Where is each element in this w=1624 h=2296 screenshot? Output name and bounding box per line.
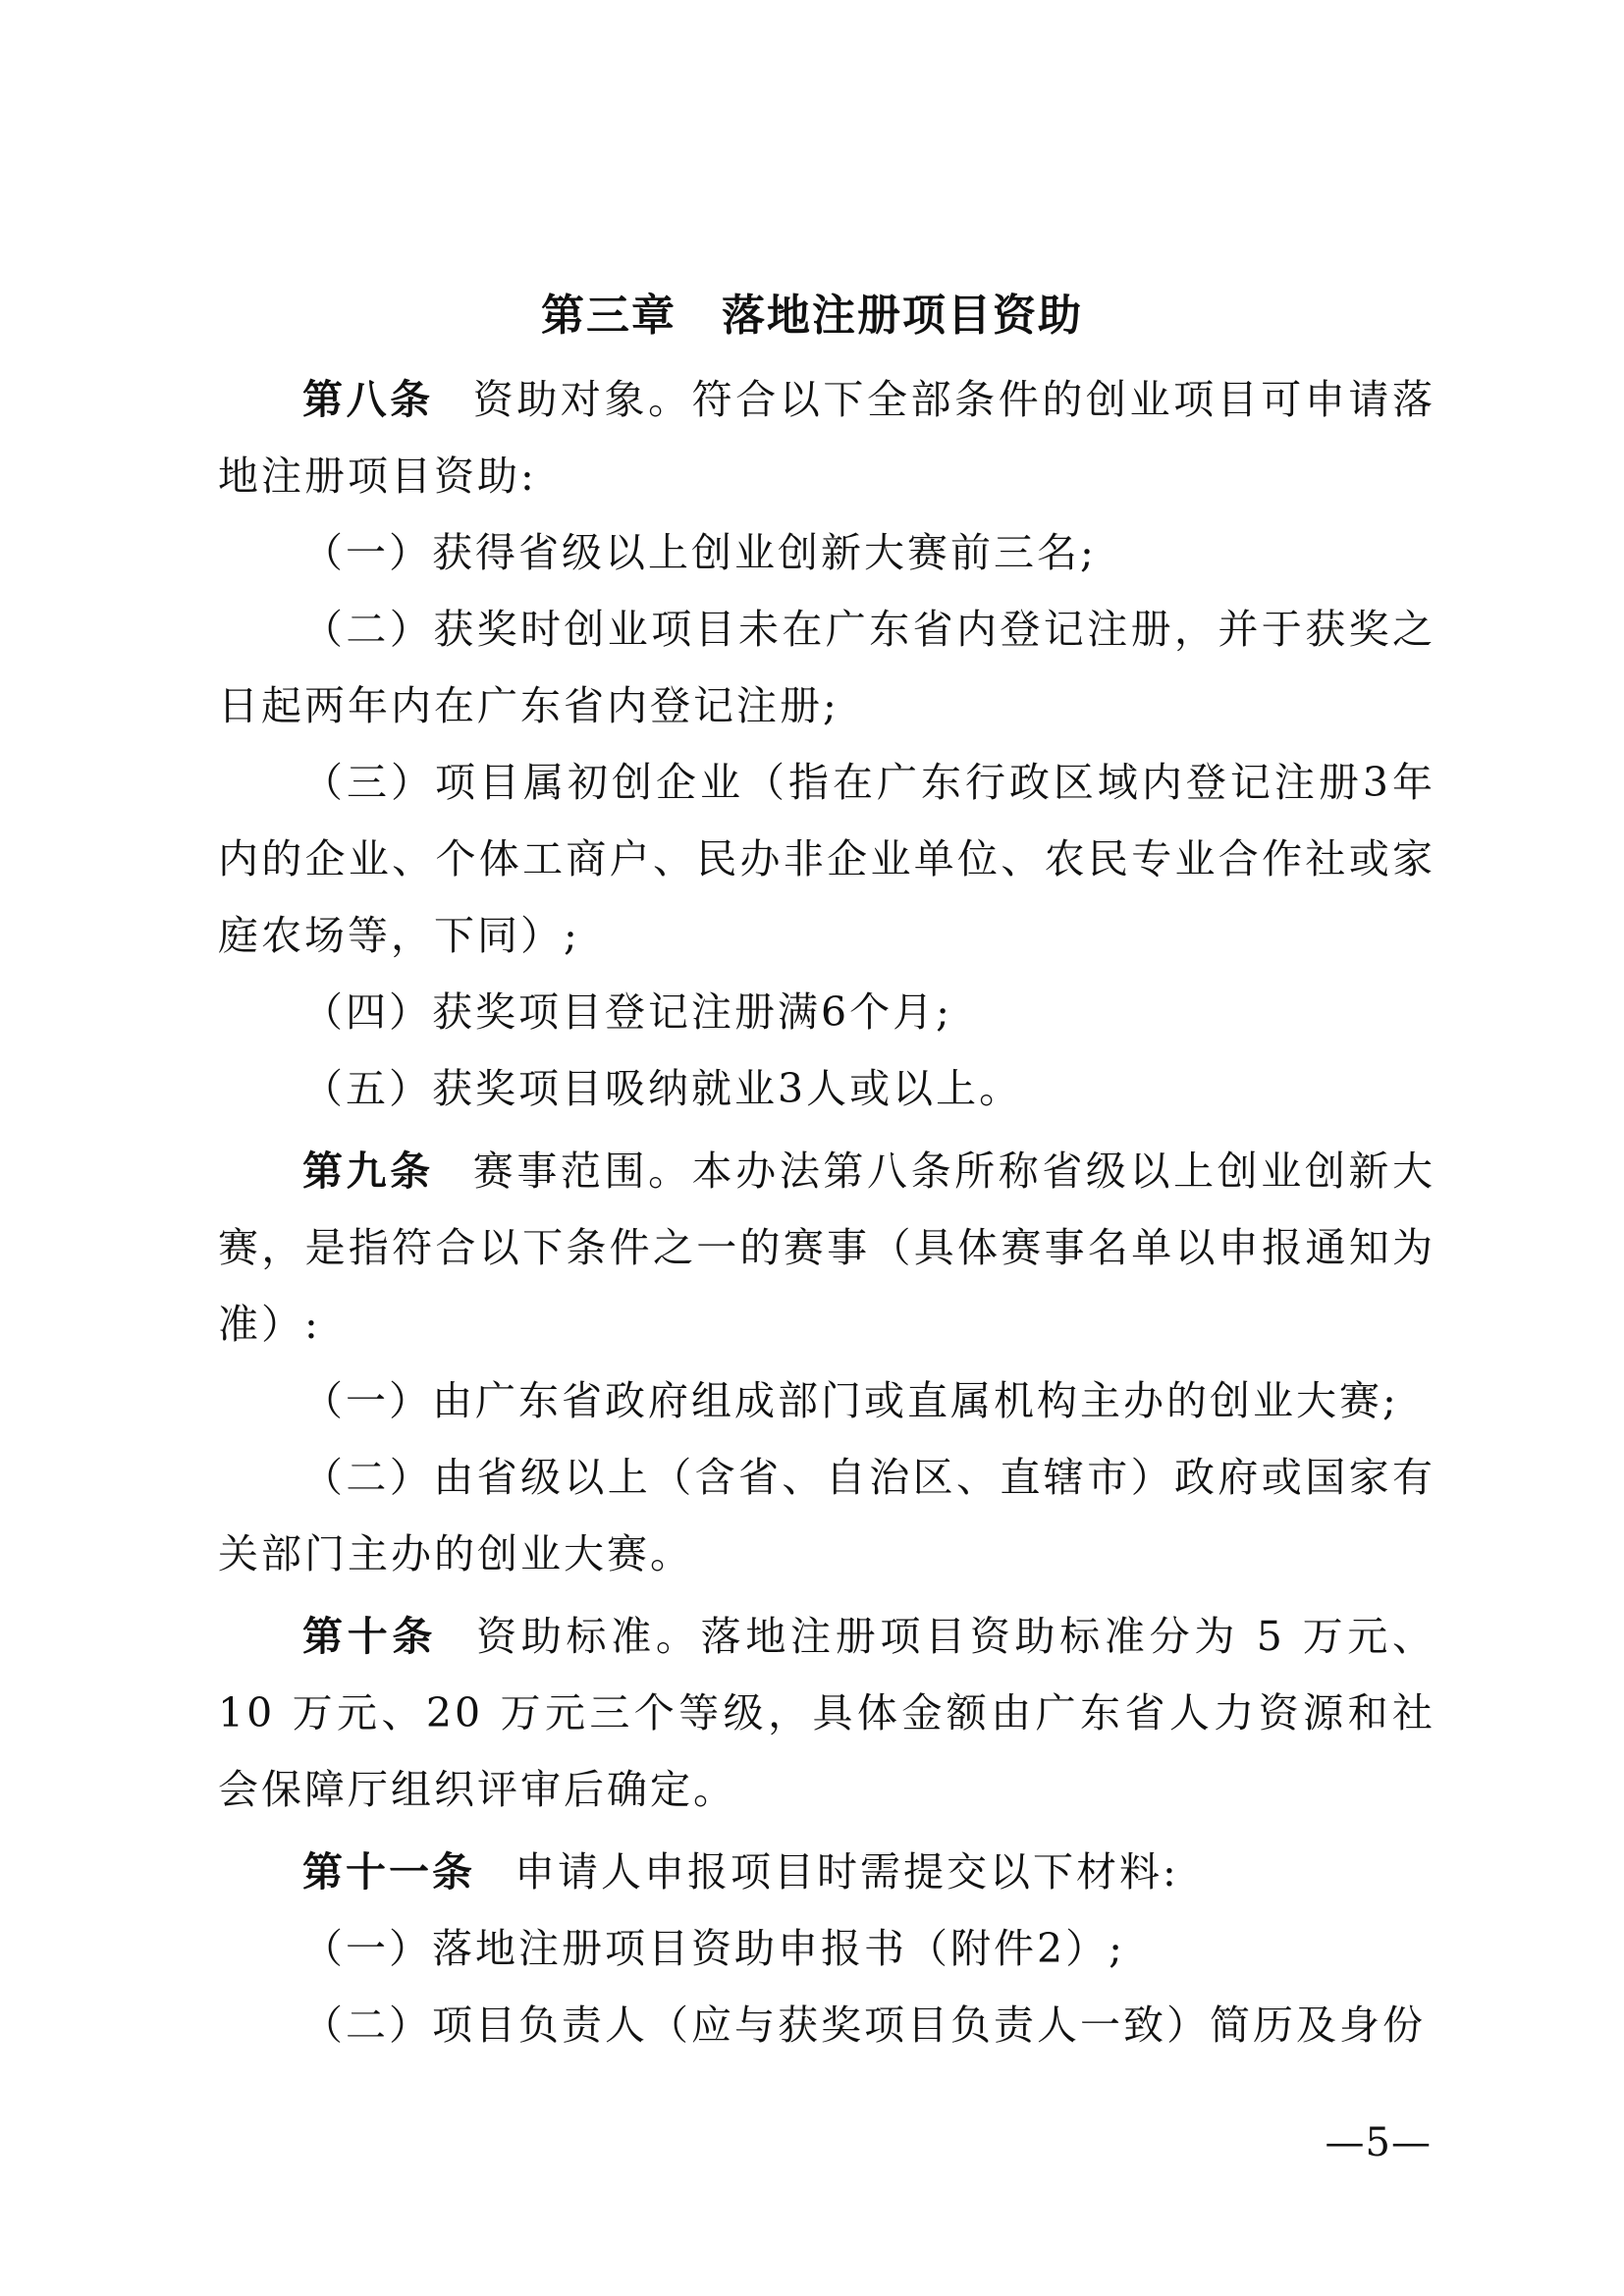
article-8-item-4: （四）获奖项目登记注册满6个月; xyxy=(302,988,952,1036)
article-9-paragraph xyxy=(218,1133,1435,1362)
article-8-item-3: （三）项目属初创企业（指在广东行政区域内登记注册3年内的企业、个体工商户、民办非企业单位、农民专业合作社或家庭农场等，下同）; xyxy=(218,759,1435,959)
article-10-text: 资助标准。落地注册项目资助标准分为 5 万元、10 万元、20 万元三个等级，具体金额由广东省人力资源和社会保障厅组织评审后确定。 xyxy=(218,1613,1435,1813)
chapter-title: 第三章 落地注册项目资助 xyxy=(541,291,1083,341)
page-number: —5— xyxy=(1325,2120,1432,2165)
article-11-paragraph xyxy=(218,1834,1435,1910)
article-10-title: 第十条 xyxy=(302,1613,438,1660)
article-8-text: 资助对象。符合以下全部条件的创业项目可申请落地注册项目资助: xyxy=(218,376,1435,500)
article-11-title: 第十一条 xyxy=(302,1848,475,1896)
article-11-item-2: （二）项目负责人（应与获奖项目负责人一致）简历及身份 xyxy=(302,2002,1426,2049)
article-8-item-2: （二）获奖时创业项目未在广东省内登记注册，并于获奖之日起两年内在广东省内登记注册; xyxy=(218,606,1435,729)
article-11-item-1: （一）落地注册项目资助申报书（附件2）; xyxy=(302,1925,1125,1972)
article-8-title: 第八条 xyxy=(302,376,434,423)
article-8-item-1: （一）获得省级以上创业创新大赛前三名; xyxy=(302,529,1097,576)
article-8-item-5: （五）获奖项目吸纳就业3人或以上。 xyxy=(302,1065,1023,1112)
article-11-text: 申请人申报项目时需提交以下材料: xyxy=(514,1848,1179,1896)
article-9-item-2: （二）由省级以上（含省、自治区、直辖市）政府或国家有关部门主办的创业大赛。 xyxy=(218,1454,1435,1577)
article-9-text: 赛事范围。本办法第八条所称省级以上创业创新大赛，是指符合以下条件之一的赛事（具体赛事名单以申报通知为准）: xyxy=(218,1148,1435,1348)
article-9-item-1: （一）由广东省政府组成部门或直属机构主办的创业大赛; xyxy=(302,1377,1399,1424)
document-body xyxy=(218,361,1435,2063)
article-10-paragraph xyxy=(218,1598,1435,1828)
article-9-title: 第九条 xyxy=(302,1148,434,1195)
article-8-paragraph xyxy=(218,361,1435,514)
